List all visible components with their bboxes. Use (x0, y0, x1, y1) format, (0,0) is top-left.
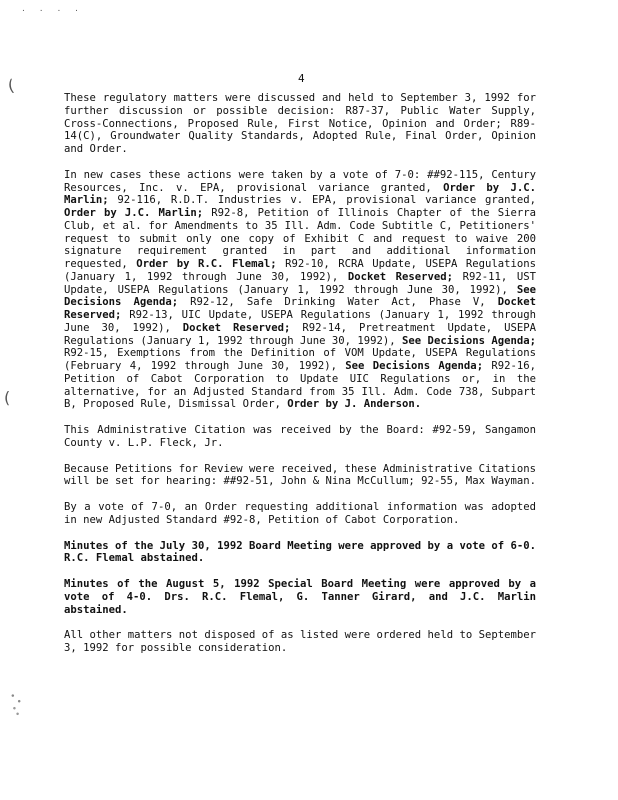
minutes-july-text: Minutes of the July 30, 1992 Board Meeting were approved by a vote of 6-0. R.C. Flemal abstained. (64, 539, 536, 565)
paragraph-held-matters: These regulatory matters were discussed and held to September 3, 1992 for further discussion or possible decision: R87-37, Public Water Supply, Cross-Connections, Proposed Rule, First Notice, Opinion and Order; R89-14(C), Groundwater Quality Standards, Adopted Rule, Final Order, Opinion and Order. (64, 92, 536, 155)
order-attribution: Order by R.C. Flemal; (136, 258, 277, 270)
docket-status: See Decisions Agenda; (402, 334, 536, 347)
paragraph-other-matters: All other matters not disposed of as listed were ordered held to September 3, 1992 for possible consideration. (64, 629, 536, 654)
scan-mark-lower: ( (4, 388, 11, 407)
scan-speckle-bottom (8, 690, 24, 718)
paragraph-admin-citation: This Administrative Citation was received by the Board: #92-59, Sangamon County v. L.P. Fleck, Jr. (64, 424, 536, 449)
text-segment: In new cases these actions were taken by a vote of 7-0: ##92-115, Century Resources, Inc. v. EPA, provisional variance granted, (64, 168, 536, 194)
text-segment: R92-13, UIC Update, USEPA Regulations (January 1, 1992 through June 30, 1992), (64, 309, 536, 334)
minutes-august-text: Minutes of the August 5, 1992 Special Board Meeting were approved by a vote of 4-0. Drs. R.C. Flemal, G. Tanner Girard, and J.C. Marlin abstained. (64, 578, 536, 616)
text-segment: R92-11, UST Update, USEPA Regulations (January 1, 1992 through June 30, 1992), (64, 270, 536, 296)
text-segment: R92-16, Petition of Cabot Corporation to Update UIC Regulations or, in the alternative, for an Adjusted Standard from 35 Ill. Adm. Code 738, Subpart B, Proposed Rule, Dismissal Order, (64, 360, 537, 411)
order-attribution: Order by J.C. Marlin; (64, 207, 204, 219)
text-segment: R92-12, Safe Drinking Water Act, Phase V, (178, 296, 498, 309)
scan-mark-upper: ( (6, 75, 16, 96)
docket-status: See Decisions Agenda; (345, 360, 484, 372)
docket-status: Docket Reserved; (182, 321, 291, 334)
paragraph-minutes-july (64, 540, 536, 566)
docket-status: See Decisions Agenda; (64, 283, 536, 309)
scan-speckle-top: . . . . (22, 4, 85, 14)
paragraph-order-info: By a vote of 7-0, an Order requesting additional information was adopted in new Adjusted Standard #92-8, Petition of Cabot Corporation. (64, 501, 536, 526)
docket-status: Docket Reserved; (64, 296, 536, 321)
paragraph-petitions-review: Because Petitions for Review were received, these Administrative Citations will be set for hearing: ##92-51, John & Nina McCullum; 92-55, Max Wayman. (64, 462, 536, 488)
docket-status: Docket Reserved; (347, 270, 454, 283)
order-attribution: Order by J.C. Marlin; (64, 181, 536, 207)
paragraph-minutes-august (64, 578, 536, 616)
document-body (64, 92, 536, 668)
page-number: 4 (298, 72, 305, 85)
text-segment: R92-14, Pretreatment Update, USEPA Regulations (January 1, 1992 through June 30, 1992), (64, 321, 536, 347)
text-segment: 92-116, R.D.T. Industries v. EPA, provisional variance granted, (108, 194, 536, 207)
text-segment: R92-8, Petition of Illinois Chapter of the Sierra Club, et al. for Amendments to 35 Ill. Adm. Code Subtitle C, Petitioners' request to submit only one copy of Exhibit C and request to waive 200 signature requirement granted in part and additional information requested, (64, 207, 537, 270)
paragraph-new-cases (64, 169, 536, 411)
text-segment: R92-15, Exemptions from the Definition of VOM Update, USEPA Regulations (February 4, 1992 through June 30, 1992), (64, 347, 536, 372)
order-attribution: Order by J. Anderson. (287, 398, 422, 411)
text-segment: R92-10, RCRA Update, USEPA Regulations (January 1, 1992 through June 30, 1992), (64, 258, 536, 283)
